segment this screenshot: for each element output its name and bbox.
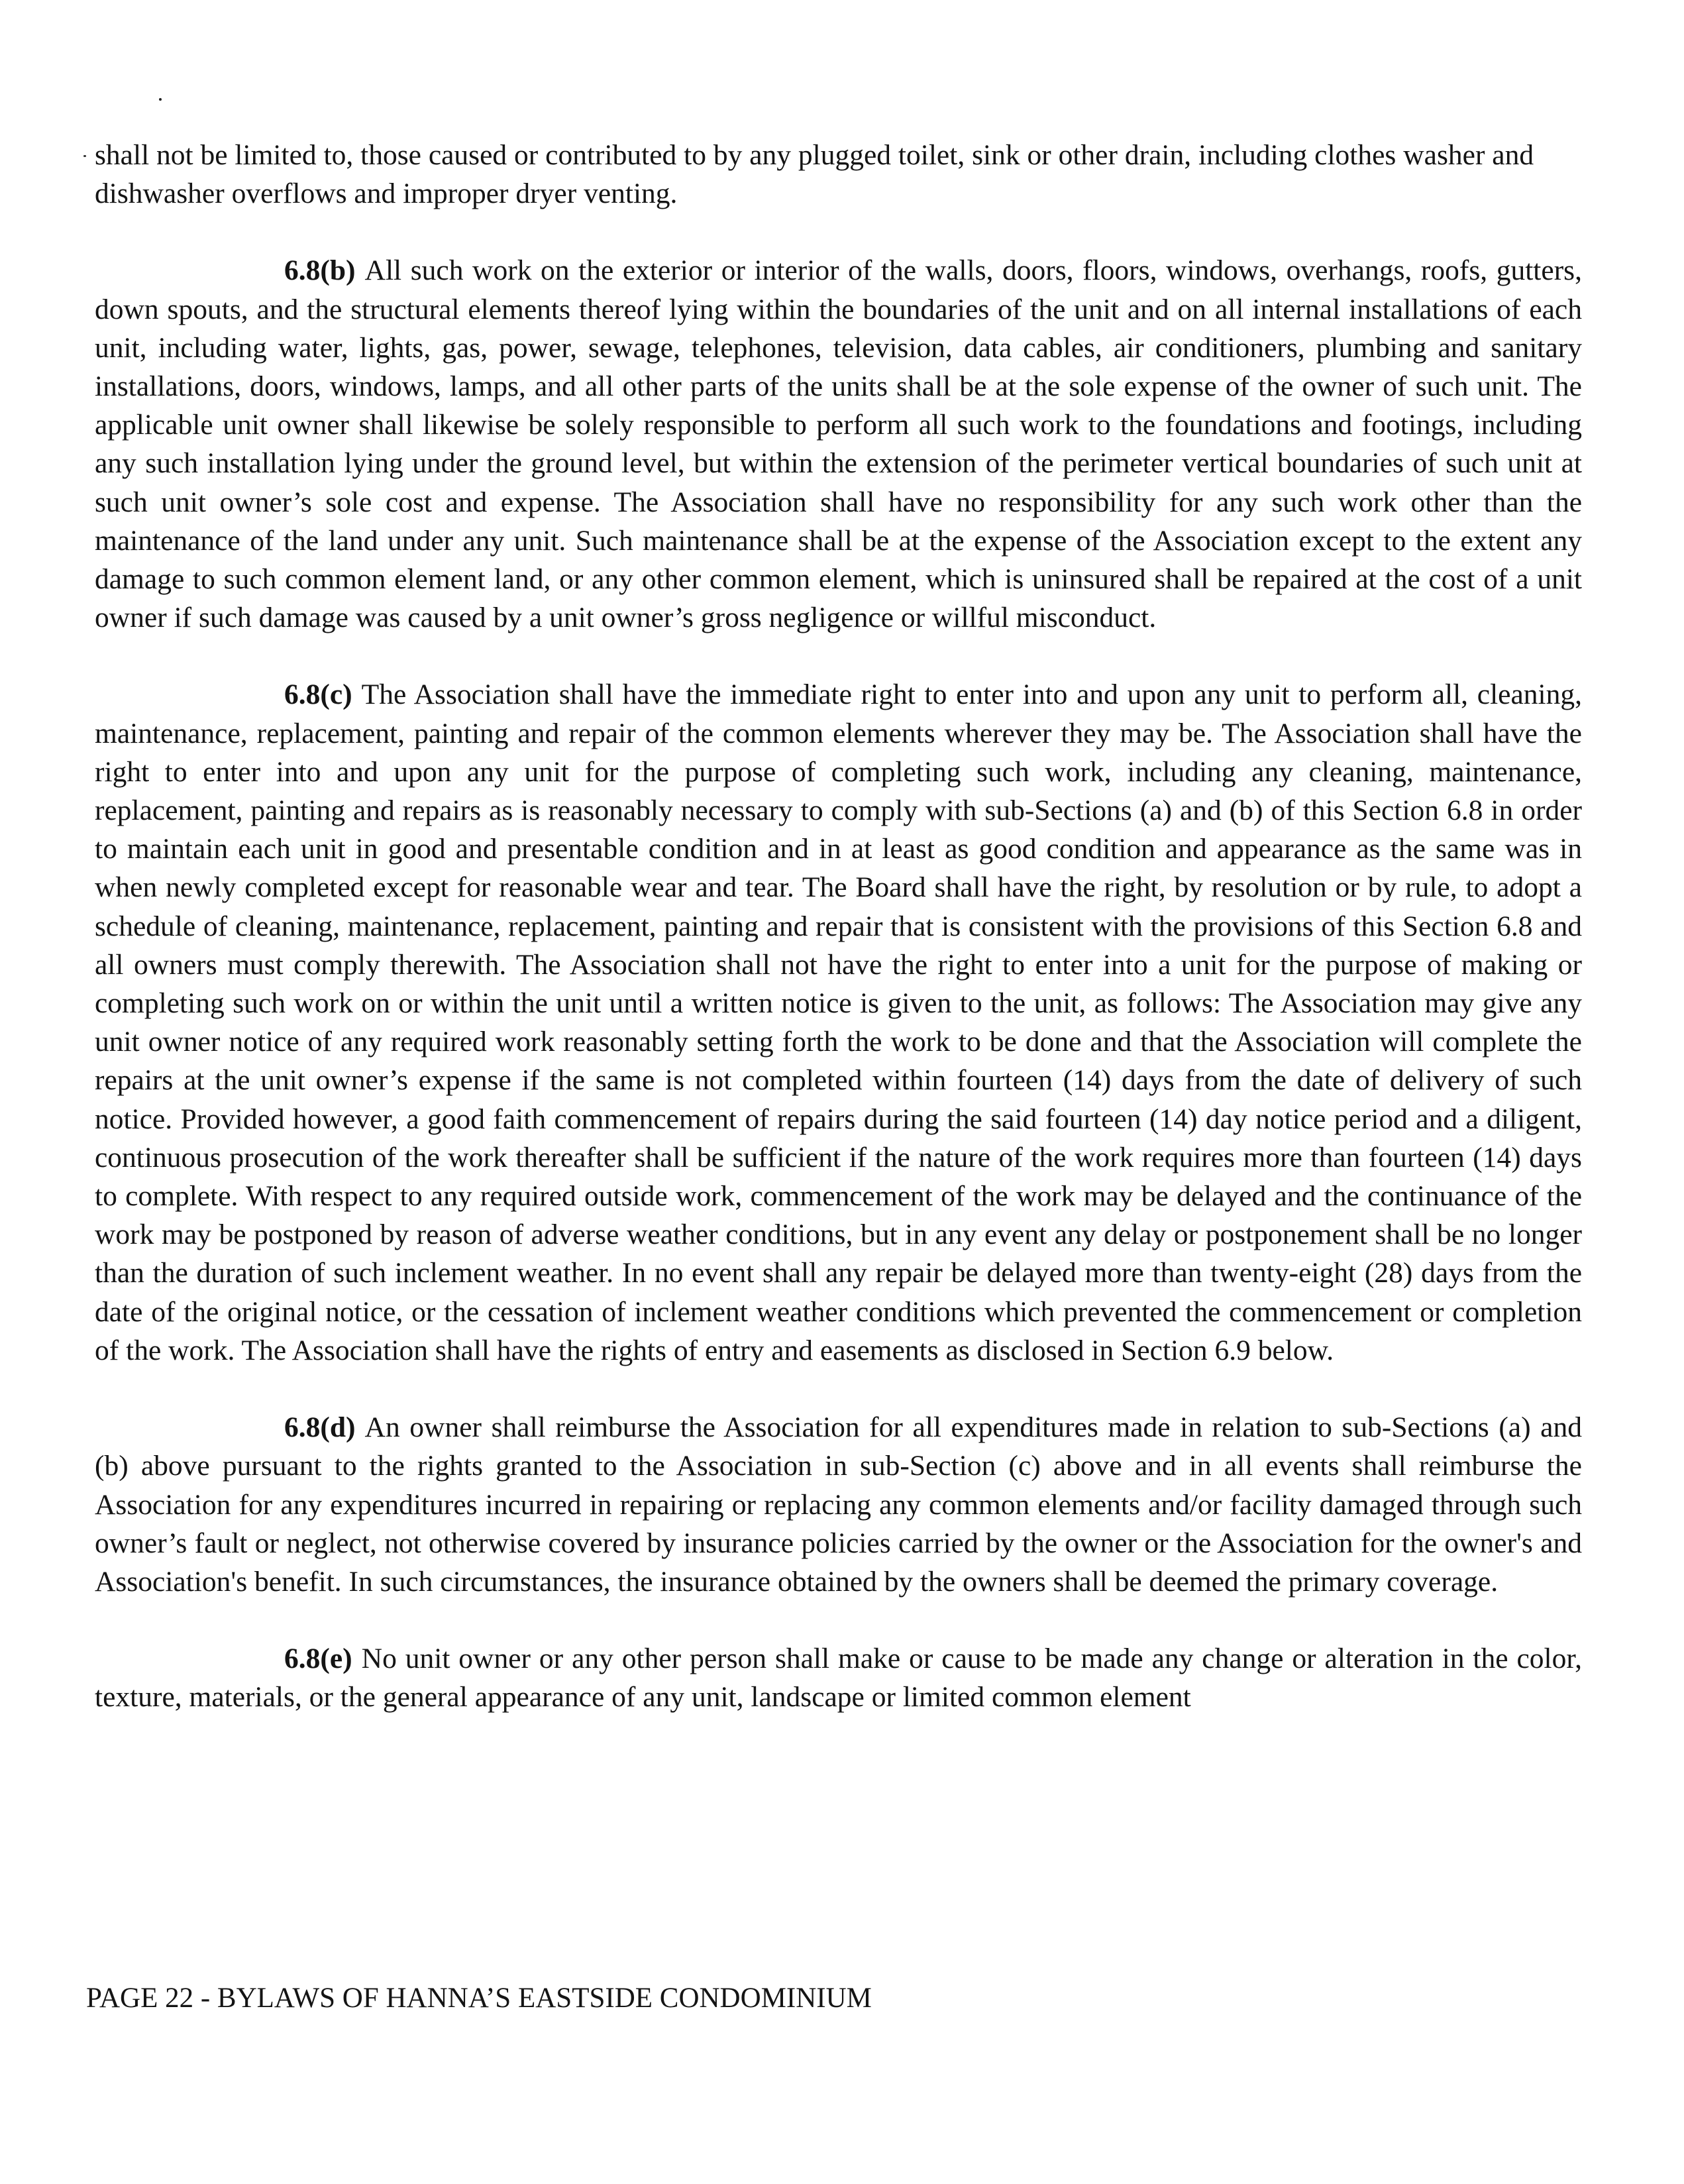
section-number: 6.8(d): [284, 1411, 356, 1444]
section-number: 6.8(c): [284, 679, 352, 711]
section-6-8-d: [95, 1408, 1582, 1601]
section-6-8-c: [95, 675, 1582, 1370]
scan-speck: [159, 98, 162, 101]
section-text: No unit owner or any other person shall make or cause to be made any change or alteration in the color, texture, materials, or the general appearance of any unit, landscape or limited common element: [95, 1643, 1582, 1714]
section-text: The Association shall have the immediate right to enter into and upon any unit to perform all, cleaning, maintenance, replacement, painting and repair of the common elements wherever they may be. The Association shall have the right to enter into and upon any unit for the purpose of completing such work, including any cleaning, maintenance, replacement, painting and repairs as is reasonably necessary to comply with sub-Sections (a) and (b) of this Section 6.8 in order to maintain each unit in good and presentable condition and in at least as good condition and appearance as the same was in when newly completed except for reasonable wear and tear. The Board shall have the right, by resolution or by rule, to adopt a schedule of cleaning, maintenance, replacement, painting and repair that is consistent with the provisions of this Section 6.8 and all owners must comply therewith. The Association shall not have the right to enter into a unit for the purpose of making or completing such work on or within the unit until a written notice is given to the unit, as follows: The Association may give any unit owner notice of any required work reasonably setting forth the work to be done and that the Association will complete the repairs at the unit owner’s expense if the same is not completed within fourteen (14) days from the date of delivery of such notice. Provided however, a good faith commencement of repairs during the said fourteen (14) day notice period and a diligent, continuous prosecution of the work thereafter shall be sufficient if the nature of the work requires more than fourteen (14) days to complete. With respect to any required outside work, commencement of the work may be delayed and the continuance of the work may be postponed by reason of adverse weather conditions, but in any event any delay or postponement shall be no longer than the duration of such inclement weather. In no event shall any repair be delayed more than twenty-eight (28) days from the date of the original notice, or the cessation of inclement weather conditions which prevented the commencement or completion of the work. The Association shall have the rights of entry and easements as disclosed in Section 6.9 below.: [95, 679, 1582, 1366]
section-number: 6.8(e): [284, 1643, 352, 1675]
page-footer: PAGE 22 - BYLAWS OF HANNA’S EASTSIDE CONDOMINIUM: [86, 1983, 872, 2014]
section-6-8-b: [95, 251, 1582, 637]
section-text: An owner shall reimburse the Association for all expenditures made in relation to sub-Sections (a) and (b) above pursuant to the rights granted to the Association in sub-Section (c) above and in all events shall reimburse the Association for any expenditures incurred in repairing or replacing any common elements and/or facility damaged through such owner’s fault or neglect, not otherwise covered by insurance policies carried by the owner or the Association for the owner's and Association's benefit. In such circumstances, the insurance obtained by the owners shall be deemed the primary coverage.: [95, 1411, 1582, 1598]
section-6-8-e: [95, 1639, 1582, 1716]
section-text: All such work on the exterior or interior of the walls, doors, floors, windows, overhangs, roofs, gutters, down spouts, and the structural elements thereof lying within the boundaries of the unit and on all internal installations of each unit, including water, lights, gas, power, sewage, telephones, television, data cables, air conditioners, plumbing and sanitary installations, doors, windows, lamps, and all other parts of the units shall be at the sole expense of the owner of such unit. The applicable unit owner shall likewise be solely responsible to perform all such work to the foundations and footings, including any such installation lying under the ground level, but within the extension of the perimeter vertical boundaries of such unit at such unit owner’s sole cost and expense. The Association shall have no responsibility for any such work other than the maintenance of the land under any unit. Such maintenance shall be at the expense of the Association except to the extent any damage to such common element land, or any other common element, which is uninsured shall be repaired at the cost of a unit owner if such damage was caused by a unit owner’s gross negligence or willful misconduct.: [95, 254, 1582, 634]
section-number: 6.8(b): [284, 254, 356, 287]
document-body: [95, 136, 1582, 1717]
continued-paragraph: shall not be limited to, those caused or contributed to by any plugged toilet, sink or other drain, including clothes washer and dishwasher overflows and improper dryer venting.: [95, 139, 1534, 210]
scan-speck: [83, 155, 86, 157]
